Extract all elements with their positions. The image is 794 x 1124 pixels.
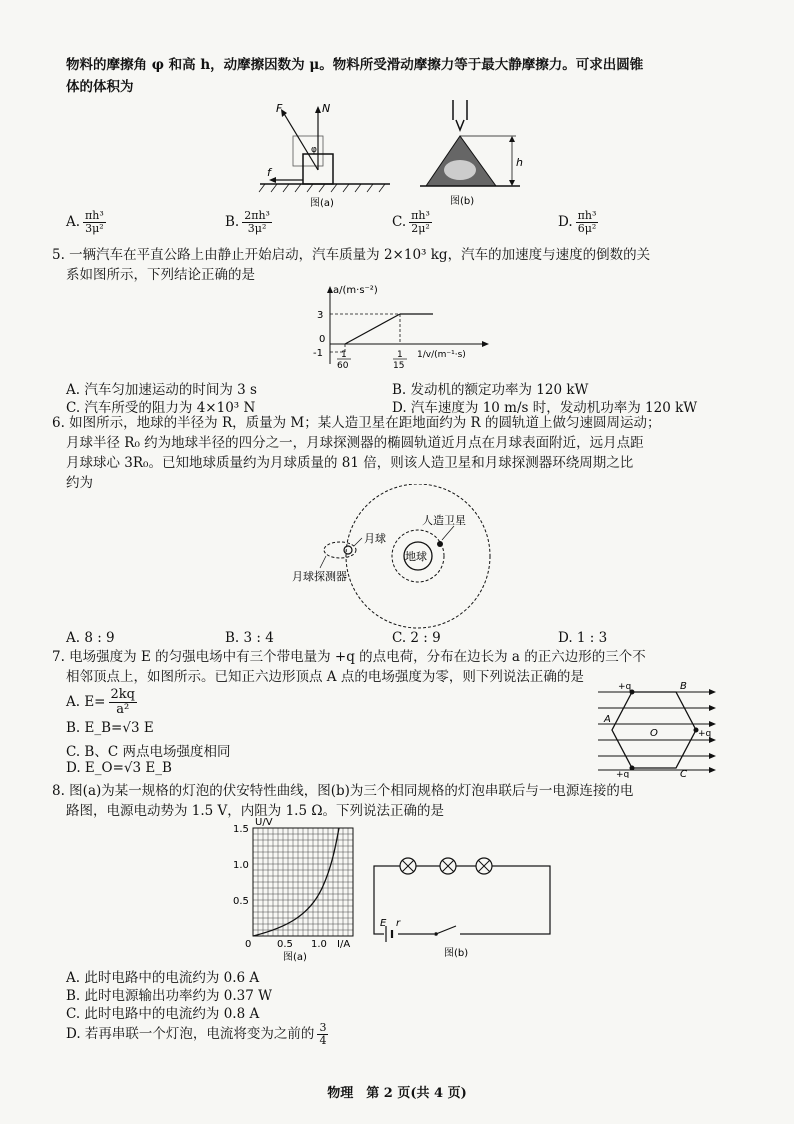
q7-charge-2: +q [698, 729, 712, 739]
q4-option-b[interactable]: B. $\frac{\text{2πh³}}{\text{3μ²}}$ [225, 209, 270, 235]
q8-graph-ytick-3: 0.5 [233, 896, 249, 907]
q8-option-b[interactable]: B. 此时电源输出功率约为 0.37 W [66, 988, 273, 1004]
q5-graph-xtick1-num: 1 [341, 350, 347, 360]
q5-option-a[interactable]: A. 汽车匀加速运动的时间为 3 s [66, 382, 257, 398]
q8-circuit-figure [368, 846, 558, 960]
q7-stem-line2: 相邻顶点上，如图所示。已知正六边形顶点 A 点的电场强度为零，则下列说法正确的是 [66, 669, 584, 685]
q6-stem-line1: 6. 如图所示，地球的半径为 R，质量为 M；某人造卫星在距地面约为 R 的圆轨道上做匀速圆周运动； [52, 415, 661, 431]
q4-fig-a-label-phi: φ [311, 145, 317, 155]
q5-graph-xtick2-num: 1 [397, 350, 403, 360]
q4-fig-a-caption: 图(a) [310, 198, 334, 209]
q8-graph-caption: 图(a) [283, 952, 307, 963]
q8-graph-ytick-2: 1.0 [233, 860, 249, 871]
q7-hexagon-figure [596, 678, 720, 778]
q6-stem-line3: 月球球心 3R₀。已知地球质量约为月球质量的 81 倍，则该人造卫星和月球探测器环绕周期之比 [66, 455, 634, 471]
q8-graph-xlabel: I/A [337, 939, 351, 950]
q4-fig-a-label-friction: f [267, 166, 271, 179]
q5-graph-yneg: -1 [313, 348, 323, 359]
page-footer: 物理 第 2 页(共 4 页) [327, 1086, 467, 1101]
q5-graph-xtick1-den: 60 [337, 361, 349, 371]
q4-figure-a [255, 100, 395, 210]
q6-stem-line4: 约为 [66, 475, 93, 491]
q4-figure-b [420, 98, 540, 210]
q8-graph-xtick-0: 0 [245, 939, 252, 950]
q5-graph-xtick2-den: 15 [393, 361, 405, 371]
q6-label-probe: 月球探测器 [292, 570, 347, 583]
q7-option-b[interactable]: B. E_B=√3 E [66, 720, 154, 736]
q4-option-a[interactable]: A. $\frac{\text{πh³}}{\text{3μ²}}$ [66, 209, 104, 235]
q5-graph-ytick-3: 3 [317, 310, 324, 321]
q7-charge-1: +q [618, 682, 632, 692]
q8-option-a[interactable]: A. 此时电路中的电流约为 0.6 A [66, 970, 260, 986]
q4-option-c[interactable]: C. $\frac{\text{πh³}}{\text{2μ²}}$ [392, 209, 430, 235]
q7-label-c: C [680, 769, 687, 778]
q7-label-a: A [604, 714, 611, 725]
q8-circuit-label-r: r [396, 918, 401, 929]
q8-circuit-caption: 图(b) [444, 948, 469, 959]
q5-graph [305, 284, 495, 374]
q6-option-c[interactable]: C. 2 : 9 [392, 630, 441, 646]
q5-stem-line2: 系如图所示，下列结论正确的是 [66, 267, 255, 283]
q4-text-line2: 体的体积为 [66, 79, 134, 95]
q8-iv-graph [225, 816, 365, 964]
q6-option-b[interactable]: B. 3 : 4 [225, 630, 274, 646]
q6-label-moon: 月球 [364, 532, 386, 545]
q5-stem-line1: 5. 一辆汽车在平直公路上由静止开始启动，汽车质量为 2×10³ kg，汽车的加速度与速度的倒数的关 [52, 247, 651, 263]
q5-graph-origin: 0 [319, 334, 326, 345]
q5-graph-ylabel: a/(m·s⁻²) [333, 285, 378, 296]
q6-option-d[interactable]: D. 1 : 3 [558, 630, 608, 646]
q5-option-c[interactable]: C. 汽车所受的阻力为 4×10³ N [66, 400, 256, 416]
q7-charge-3: +q [616, 770, 630, 778]
q7-label-o: O [650, 728, 658, 739]
q6-orbit-figure [290, 484, 510, 634]
q8-stem-line2: 路图，电源电动势为 1.5 V，内阻为 1.5 Ω。下列说法正确的是 [66, 803, 445, 819]
q4-text-line1: 物料的摩擦角 φ 和高 h，动摩擦因数为 μ。物料所受滑动摩擦力等于最大静摩擦力。可求出圆锥 [66, 57, 644, 73]
q8-graph-ylabel: U/V [255, 817, 273, 828]
q6-option-a[interactable]: A. 8 : 9 [66, 630, 115, 646]
q4-option-d[interactable]: D. $\frac{\text{πh³}}{\text{6μ²}}$ [558, 209, 597, 235]
q4-fig-b-caption: 图(b) [450, 196, 475, 207]
q8-circuit-label-e: E [380, 918, 387, 929]
q5-option-b[interactable]: B. 发动机的额定功率为 120 kW [392, 382, 589, 398]
q7-stem-line1: 7. 电场强度为 E 的匀强电场中有三个带电量为 +q 的点电荷，分布在边长为 a 的正六边形的三个不 [52, 649, 646, 665]
q5-graph-xlabel: 1/v/(m⁻¹·s) [417, 350, 466, 360]
q4-fig-a-label-n: N [322, 102, 331, 115]
q8-graph-ytick-1: 1.5 [233, 824, 249, 835]
q8-option-c[interactable]: C. 此时电路中的电流约为 0.8 A [66, 1006, 260, 1022]
q6-label-satellite: 人造卫星 [422, 514, 466, 527]
q7-option-d[interactable]: D. E_O=√3 E_B [66, 760, 172, 776]
q7-option-c[interactable]: C. B、C 两点电场强度相同 [66, 744, 231, 760]
q8-graph-xtick-2: 1.0 [311, 939, 327, 950]
q4-fig-b-label-h: h [516, 156, 523, 169]
q8-stem-line1: 8. 图(a)为某一规格的灯泡的伏安特性曲线，图(b)为三个相同规格的灯泡串联后与一电源连接的电 [52, 783, 634, 799]
q4-fig-a-label-f-force: F [276, 102, 283, 115]
q7-option-a[interactable]: A. E= $\frac{2kq}{\text{a²}}$ [66, 687, 135, 717]
q6-label-earth: 地球 [405, 550, 427, 563]
q8-graph-xtick-1: 0.5 [277, 939, 293, 950]
q6-stem-line2: 月球半径 R₀ 约为地球半径的四分之一，月球探测器的椭圆轨道近月点在月球表面附近，远月点距 [66, 435, 644, 451]
q7-label-b: B [680, 681, 687, 692]
q5-option-d[interactable]: D. 汽车速度为 10 m/s 时，发动机功率为 120 kW [392, 400, 698, 416]
q8-option-d[interactable]: D. 若再串联一个灯泡，电流将变为之前的 $\frac{3}{4}$ [66, 1021, 327, 1047]
